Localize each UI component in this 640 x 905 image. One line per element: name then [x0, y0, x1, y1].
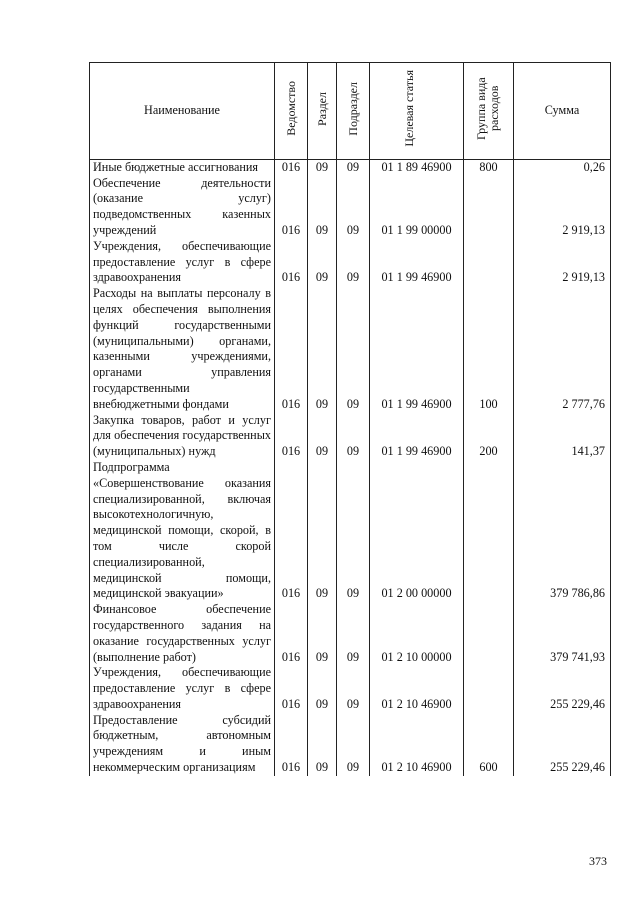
- row-dept: 016: [275, 239, 308, 286]
- row-section: 09: [308, 713, 337, 776]
- row-name: Учреждения, обеспечивающие предоставление услуг в сфере здравоохранения: [90, 665, 275, 712]
- row-subsection: 09: [337, 602, 370, 665]
- table-row: [90, 159, 611, 175]
- header-exptype-label: Группа вида расходов: [473, 77, 501, 140]
- row-amount: 255 229,46: [514, 713, 611, 776]
- row-dept: 016: [275, 286, 308, 412]
- row-dept: 016: [275, 460, 308, 602]
- header-subsection: [337, 63, 370, 160]
- row-dept: 016: [275, 713, 308, 776]
- row-exptype: 800: [464, 159, 514, 175]
- row-target: 01 1 99 46900: [370, 239, 464, 286]
- row-subsection: 09: [337, 713, 370, 776]
- row-name: Расходы на выплаты персоналу в целях обеспечения выполнения функций государственными (муниципальными) органами, казенными учреждениями, органами управления государственными внебюджетными фондами: [90, 286, 275, 412]
- table-row: [90, 176, 611, 239]
- table-row: [90, 239, 611, 286]
- row-section: 09: [308, 286, 337, 412]
- row-exptype: 100: [464, 286, 514, 412]
- row-amount: 141,37: [514, 413, 611, 460]
- row-amount: 2 919,13: [514, 239, 611, 286]
- row-subsection: 09: [337, 239, 370, 286]
- row-section: 09: [308, 460, 337, 602]
- row-dept: 016: [275, 602, 308, 665]
- header-amount: Сумма: [514, 63, 611, 160]
- row-amount: 0,26: [514, 159, 611, 175]
- table-row: [90, 460, 611, 602]
- row-subsection: 09: [337, 413, 370, 460]
- row-target: 01 2 10 46900: [370, 713, 464, 776]
- row-exptype: [464, 239, 514, 286]
- row-dept: 016: [275, 176, 308, 239]
- table-row: [90, 413, 611, 460]
- header-target-label: Целевая статья: [401, 70, 416, 147]
- row-name: Учреждения, обеспечивающие предоставление услуг в сфере здравоохранения: [90, 239, 275, 286]
- row-section: 09: [308, 239, 337, 286]
- row-target: 01 1 89 46900: [370, 159, 464, 175]
- page-number: 373: [589, 854, 607, 868]
- row-name: Иные бюджетные ассигнования: [90, 159, 275, 175]
- budget-table: [89, 62, 611, 776]
- row-exptype: 200: [464, 413, 514, 460]
- row-name: Подпрограмма «Совершенствование оказания специализированной, включая высокотехнологичную, медицинской помощи, скорой, в том числе скорой специализированной, медицинской помощи, медицинской эвакуации»: [90, 460, 275, 602]
- row-target: 01 1 99 46900: [370, 286, 464, 412]
- row-subsection: 09: [337, 460, 370, 602]
- table-row: [90, 713, 611, 776]
- row-dept: 016: [275, 665, 308, 712]
- row-subsection: 09: [337, 159, 370, 175]
- row-subsection: 09: [337, 665, 370, 712]
- table-row: [90, 665, 611, 712]
- row-exptype: [464, 602, 514, 665]
- table-header: [90, 63, 611, 160]
- row-target: 01 2 10 00000: [370, 602, 464, 665]
- table-row: [90, 602, 611, 665]
- row-amount: 255 229,46: [514, 665, 611, 712]
- row-section: 09: [308, 665, 337, 712]
- row-dept: 016: [275, 413, 308, 460]
- row-target: 01 2 00 00000: [370, 460, 464, 602]
- row-subsection: 09: [337, 176, 370, 239]
- table-row: [90, 286, 611, 412]
- row-target: 01 2 10 46900: [370, 665, 464, 712]
- row-name: Финансовое обеспечение государственного задания на оказание государственных услуг (выполнение работ): [90, 602, 275, 665]
- row-amount: 379 741,93: [514, 602, 611, 665]
- row-exptype: [464, 665, 514, 712]
- row-section: 09: [308, 176, 337, 239]
- header-name: Наименование: [90, 63, 275, 160]
- row-exptype: 600: [464, 713, 514, 776]
- row-amount: 379 786,86: [514, 460, 611, 602]
- table-body: [90, 159, 611, 776]
- header-exptype: [464, 63, 514, 160]
- row-subsection: 09: [337, 286, 370, 412]
- row-dept: 016: [275, 159, 308, 175]
- row-name: Закупка товаров, работ и услуг для обеспечения государственных (муниципальных) нужд: [90, 413, 275, 460]
- row-exptype: [464, 176, 514, 239]
- row-section: 09: [308, 602, 337, 665]
- row-name: Предоставление субсидий бюджетным, автономным учреждениям и иным некоммерческим организациям: [90, 713, 275, 776]
- row-section: 09: [308, 413, 337, 460]
- row-target: 01 1 99 00000: [370, 176, 464, 239]
- header-dept: [275, 63, 308, 160]
- header-section-label: Раздел: [314, 91, 329, 126]
- row-amount: 2 919,13: [514, 176, 611, 239]
- row-exptype: [464, 460, 514, 602]
- row-section: 09: [308, 159, 337, 175]
- header-section: [308, 63, 337, 160]
- header-target: [370, 63, 464, 160]
- row-target: 01 1 99 46900: [370, 413, 464, 460]
- row-amount: 2 777,76: [514, 286, 611, 412]
- header-dept-label: Ведомство: [283, 81, 298, 136]
- row-name: Обеспечение деятельности (оказание услуг) подведомственных казенных учреждений: [90, 176, 275, 239]
- header-subsection-label: Подраздел: [345, 81, 360, 136]
